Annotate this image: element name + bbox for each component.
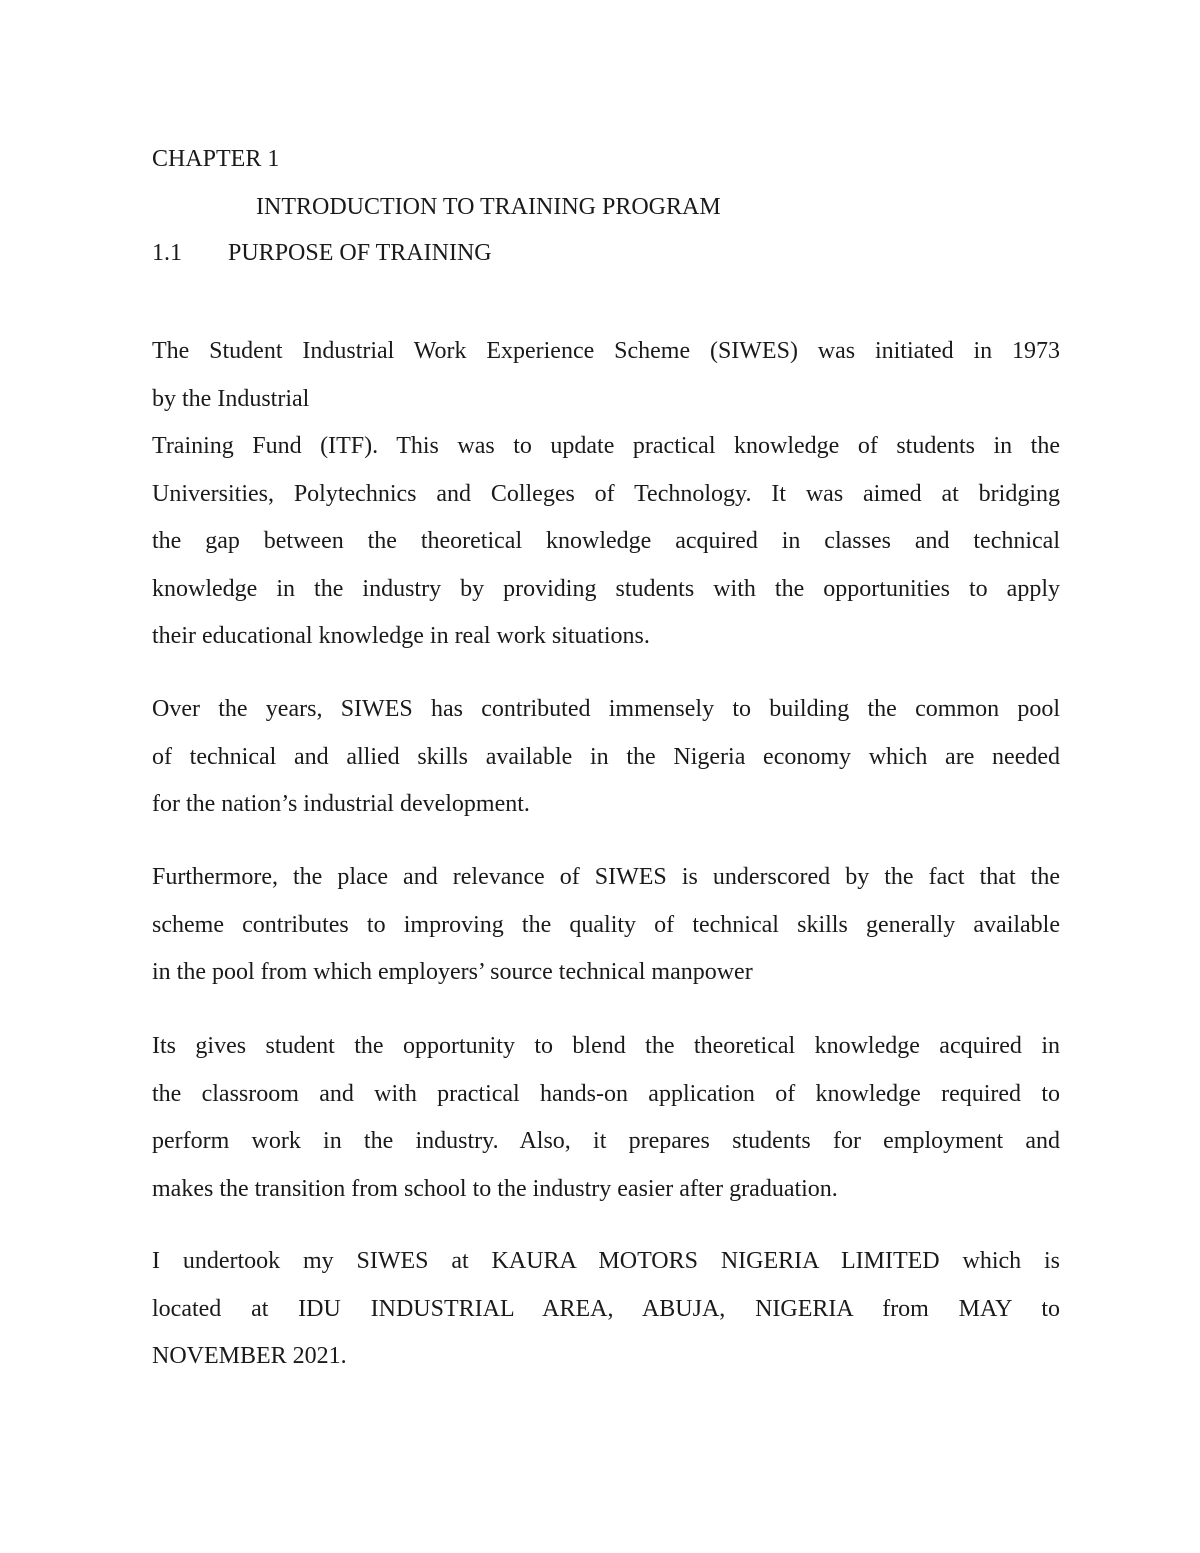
text-line: located at IDU INDUSTRIAL AREA, ABUJA, NIGERIA from MAY to: [152, 1295, 1060, 1322]
chapter-title: INTRODUCTION TO TRAINING PROGRAM: [256, 194, 721, 220]
text-line: perform work in the industry. Also, it prepares students for employment and: [152, 1128, 1060, 1154]
text-line: their educational knowledge in real work situations.: [152, 623, 650, 649]
text-line: NOVEMBER 2021.: [152, 1343, 347, 1369]
text-line: the classroom and with practical hands-on application of knowledge required to: [152, 1080, 1060, 1107]
text-line: Training Fund (ITF). This was to update practical knowledge of students in the: [152, 433, 1060, 459]
text-line: in the pool from which employers’ source technical manpower: [152, 959, 753, 985]
paragraph-opportunity: [152, 1023, 1060, 1213]
text-line: Furthermore, the place and relevance of SIWES is underscored by the fact that the: [152, 864, 1060, 890]
text-line: by the Industrial: [152, 385, 310, 412]
section-number: 1.1: [152, 240, 182, 266]
text-line: The Student Industrial Work Experience Scheme (SIWES) was initiated in 1973: [152, 338, 1060, 364]
text-line: Over the years, SIWES has contributed immensely to building the common pool: [152, 696, 1060, 722]
text-line: Universities, Polytechnics and Colleges of Technology. It was aimed at bridging: [152, 480, 1060, 507]
chapter-label: CHAPTER 1: [152, 146, 280, 172]
paragraph-placement: [152, 1238, 1060, 1381]
text-line: scheme contributes to improving the quality of technical skills generally available: [152, 911, 1060, 938]
text-line: of technical and allied skills available in the Nigeria economy which are needed: [152, 743, 1060, 770]
paragraph-relevance: [152, 854, 1060, 997]
text-line: Its gives student the opportunity to blend the theoretical knowledge acquired in: [152, 1033, 1060, 1059]
text-line: I undertook my SIWES at KAURA MOTORS NIGERIA LIMITED which is: [152, 1248, 1060, 1274]
text-line: knowledge in the industry by providing students with the opportunities to apply: [152, 575, 1060, 602]
paragraph-siwes-intro: [152, 328, 1060, 661]
text-line: the gap between the theoretical knowledge acquired in classes and technical: [152, 528, 1060, 554]
text-line: makes the transition from school to the industry easier after graduation.: [152, 1175, 838, 1202]
text-line: for the nation’s industrial development.: [152, 791, 530, 817]
section-title: PURPOSE OF TRAINING: [228, 240, 492, 266]
paragraph-contribution: [152, 686, 1060, 829]
